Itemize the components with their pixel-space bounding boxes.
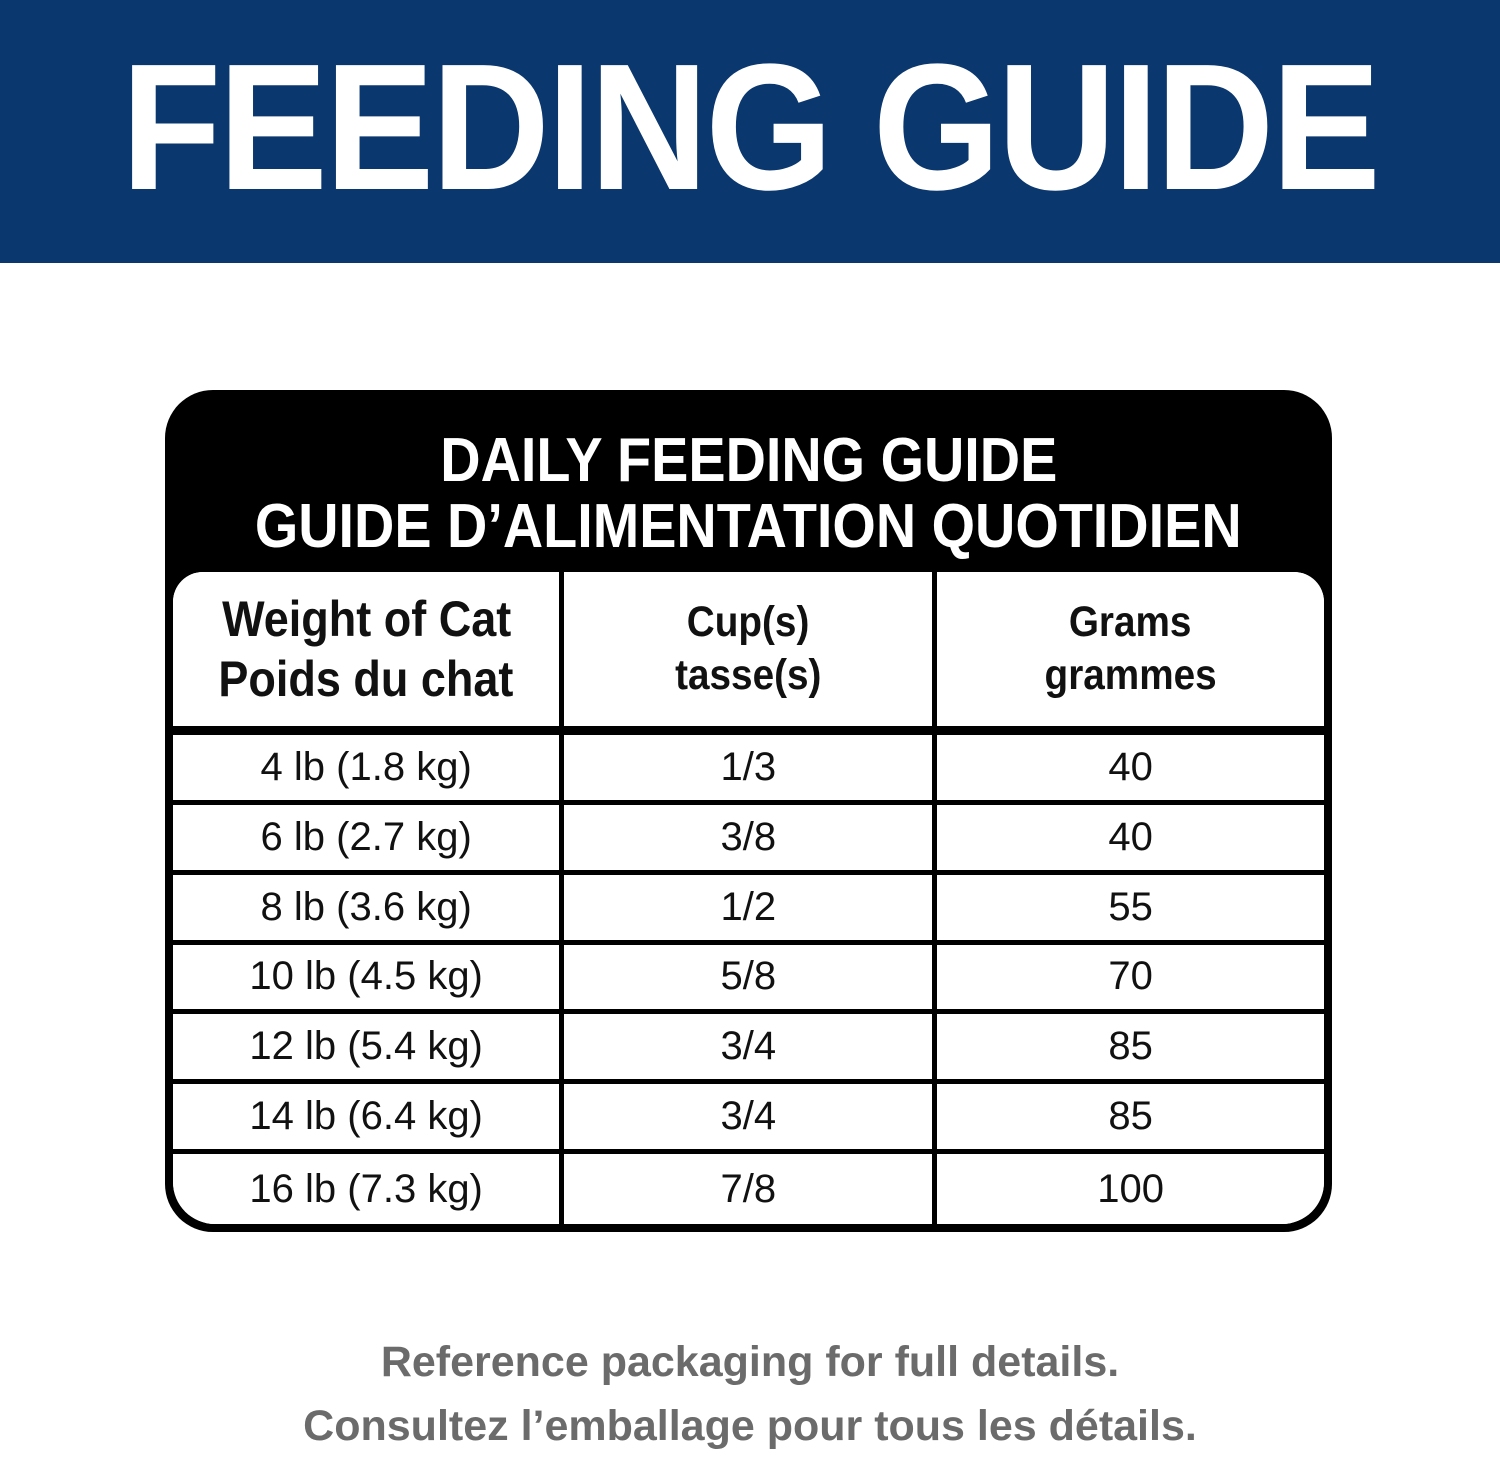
column-header-cups: [564, 572, 937, 735]
table-cell-grams: 40: [937, 735, 1324, 805]
column-header-weight-en: Weight of Cat: [221, 591, 511, 647]
column-header-weight-fr: Poids du chat: [218, 651, 514, 707]
table-cell-weight: 16 lb (7.3 kg): [173, 1154, 564, 1224]
table-cell-cups: 1/3: [564, 735, 937, 805]
footer-note: [0, 1330, 1500, 1458]
daily-feeding-guide-card: [165, 390, 1332, 1232]
table-cell-cups: 3/4: [564, 1084, 937, 1154]
page-title: FEEDING GUIDE: [121, 26, 1379, 228]
feeding-guide-banner: [0, 0, 1500, 263]
column-header-grams: [937, 572, 1324, 735]
table-cell-weight: 6 lb (2.7 kg): [173, 805, 564, 875]
card-title-french: GUIDE D’ALIMENTATION QUOTIDIEN: [255, 492, 1242, 561]
feeding-table: [173, 572, 1324, 1224]
column-header-cups-en: Cup(s): [687, 598, 810, 646]
table-cell-grams: 40: [937, 805, 1324, 875]
card-title-english: DAILY FEEDING GUIDE: [439, 426, 1058, 495]
table-cell-cups: 1/2: [564, 875, 937, 945]
footer-note-english: Reference packaging for full details.: [380, 1338, 1120, 1386]
table-cell-weight: 8 lb (3.6 kg): [173, 875, 564, 945]
column-header-grams-en: Grams: [1069, 598, 1192, 646]
footer-note-french: Consultez l’emballage pour tous les détails.: [303, 1402, 1197, 1450]
column-header-weight: [173, 572, 564, 735]
table-cell-cups: 3/8: [564, 805, 937, 875]
column-header-grams-fr: grammes: [1044, 651, 1217, 699]
table-cell-weight: 14 lb (6.4 kg): [173, 1084, 564, 1154]
table-cell-grams: 55: [937, 875, 1324, 945]
table-cell-grams: 100: [937, 1154, 1324, 1224]
table-cell-weight: 12 lb (5.4 kg): [173, 1014, 564, 1084]
card-header: [165, 390, 1332, 572]
table-cell-weight: 10 lb (4.5 kg): [173, 945, 564, 1015]
table-cell-cups: 5/8: [564, 945, 937, 1015]
table-cell-cups: 7/8: [564, 1154, 937, 1224]
table-cell-grams: 70: [937, 945, 1324, 1015]
table-cell-grams: 85: [937, 1084, 1324, 1154]
table-cell-weight: 4 lb (1.8 kg): [173, 735, 564, 805]
table-cell-grams: 85: [937, 1014, 1324, 1084]
column-header-cups-fr: tasse(s): [675, 651, 822, 699]
table-cell-cups: 3/4: [564, 1014, 937, 1084]
